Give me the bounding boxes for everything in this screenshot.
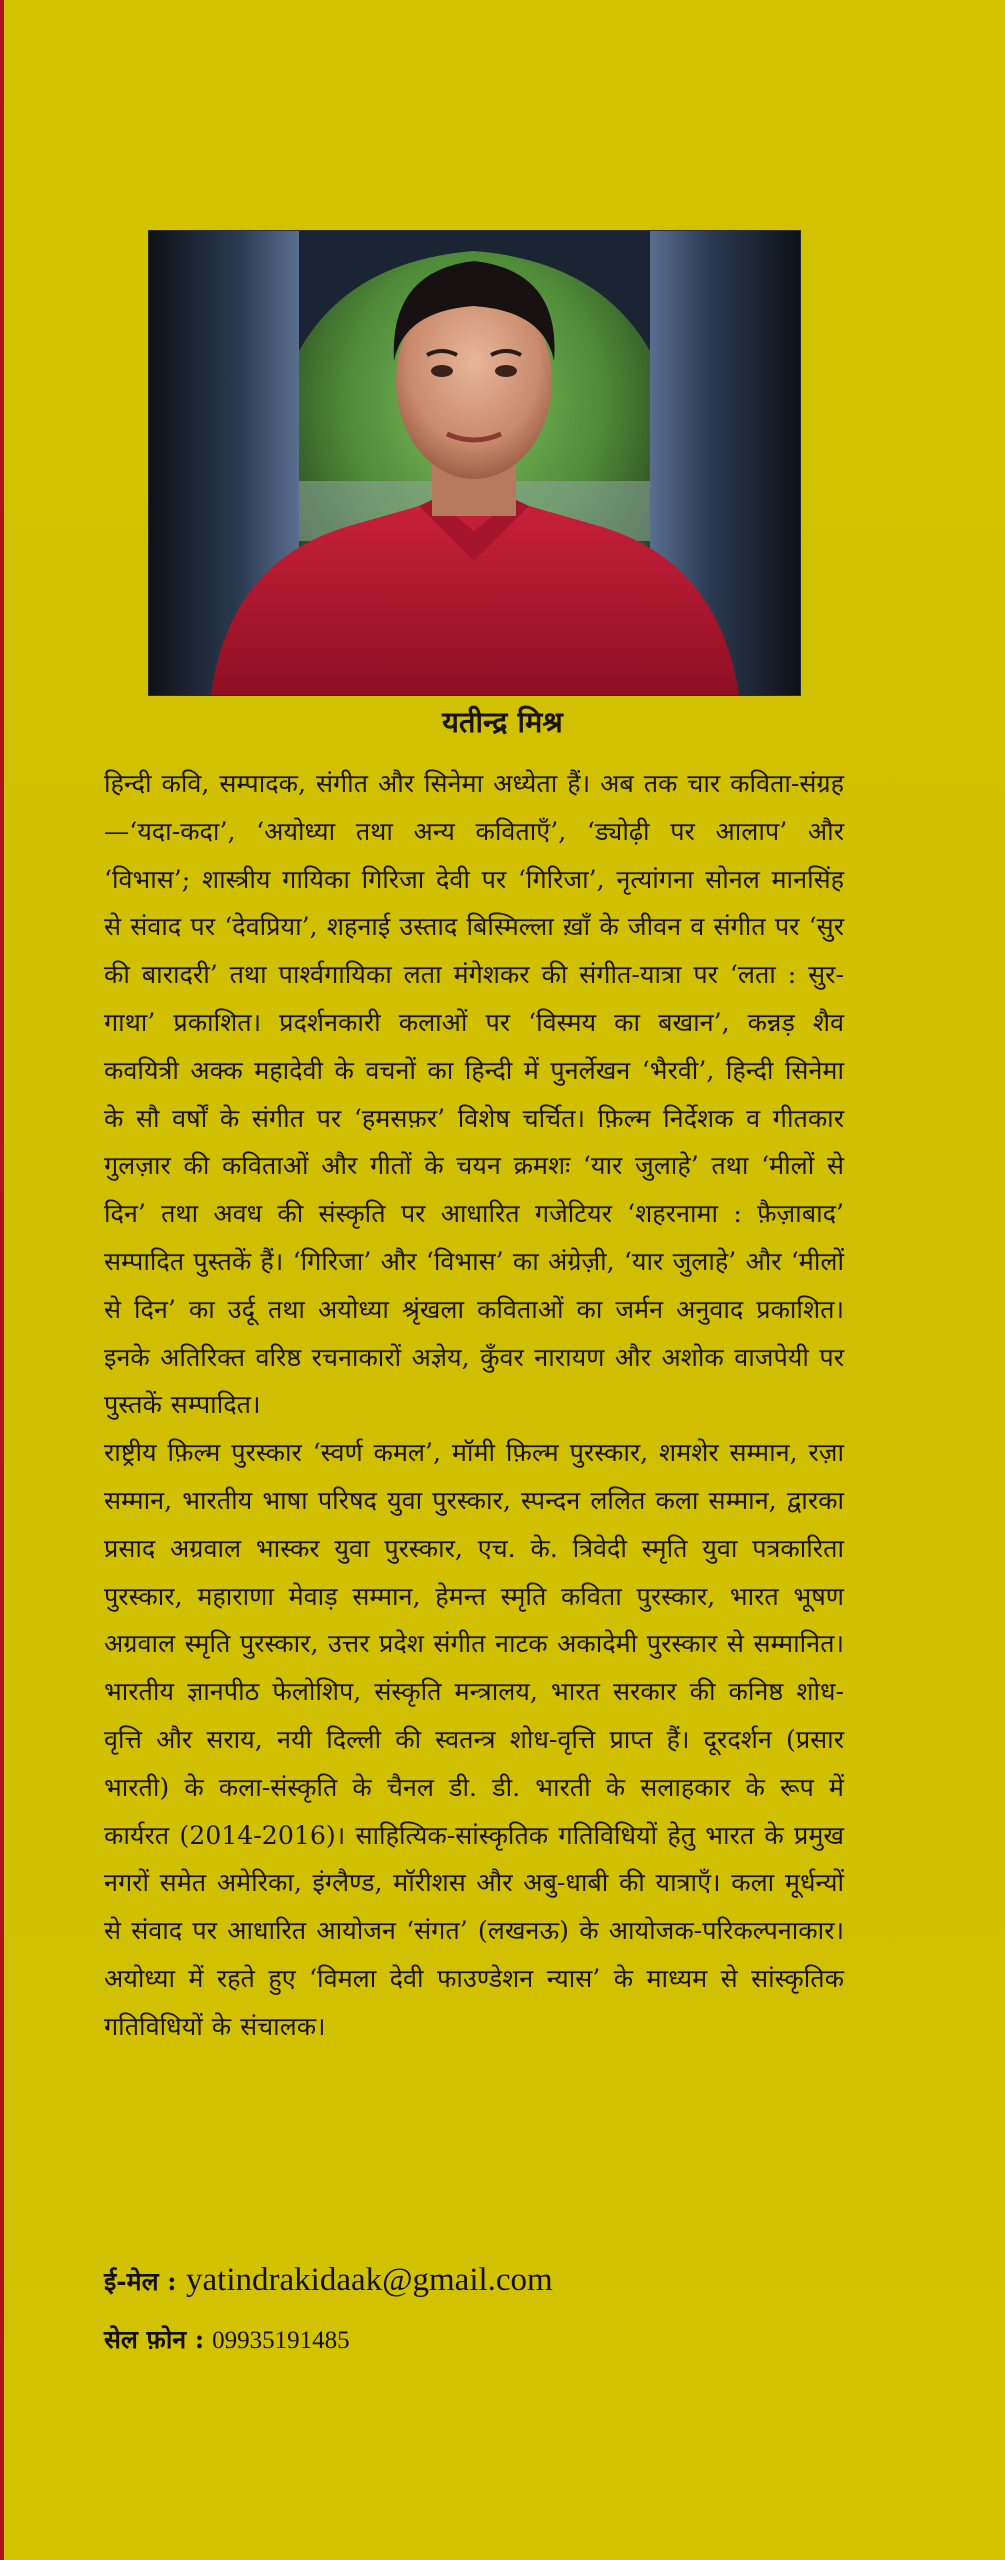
phone-number[interactable]: 09935191485 [212, 2327, 350, 2354]
phone-label: सेल फ़ोन : [104, 2325, 205, 2354]
author-name-caption: यतीन्द्र मिश्र [442, 705, 563, 739]
email-label: ई-मेल : [104, 2267, 177, 2296]
bio-paragraph-awards: राष्ट्रीय फ़िल्म पुरस्कार ‘स्वर्ण कमल’, मॉमी फ़िल्म पुरस्कार, शमशेर सम्मान, रज़ा सम्मान, भारतीय भाषा परिषद युवा पुरस्कार, स्पन्दन ललित कला सम्मान, द्वारका प्रसाद अग्रवाल भास्कर युवा पुरस्कार, एच. के. त्रिवेदी स्मृति युवा पत्रकारिता पुरस्कार, महाराणा मेवाड़ सम्मान, हेमन्त स्मृति कविता पुरस्कार, भारत भूषण अग्रवाल स्मृति पुरस्कार, उत्तर प्रदेश संगीत नाटक अकादेमी पुरस्कार से सम्मानित। भारतीय ज्ञानपीठ फेलोशिप, संस्कृति मन्त्रालय, भारत सरकार की कनिष्ठ शोध-वृत्ति और सराय, नयी दिल्ली की स्वतन्त्र शोध-वृत्ति प्राप्त हैं। दूरदर्शन (प्रसार भारती) के कला-संस्कृति के चैनल डी. डी. भारती के सलाहकार के रूप में कार्यरत (2014-2016)। साहित्यिक-सांस्कृतिक गतिविधियों हेतु भारत के प्रमुख नगरों समेत अमेरिका, इंग्लैण्ड, मॉरीशस और अबु-धाबी की यात्राएँ। कला मूर्धन्यों से संवाद पर आधारित आयोजन ‘संगत’ (लखनऊ) के आयोजक-परिकल्पनाकार। अयोध्या में रहते हुए ‘विमला देवी फाउण्डेशन न्यास’ के माध्यम से सांस्कृतिक गतिविधियों के संचालक। [104, 1438, 844, 2041]
contact-email-line [104, 2262, 553, 2299]
bio-paragraph-works: हिन्दी कवि, सम्पादक, संगीत और सिनेमा अध्येता हैं। अब तक चार कविता-संग्रह—‘यदा-कदा’, ‘अयोध्या तथा अन्य कविताएँ’, ‘ड्योढ़ी पर आलाप’ और ‘विभास’; शास्त्रीय गायिका गिरिजा देवी पर ‘गिरिजा’, नृत्यांगना सोनल मानसिंह से संवाद पर ‘देवप्रिया’, शहनाई उस्ताद बिस्मिल्ला ख़ाँ के जीवन व संगीत पर ‘सुर की बारादरी’ तथा पार्श्वगायिका लता मंगेशकर की संगीत-यात्रा पर ‘लता : सुर-गाथा’ प्रकाशित। प्रदर्शनकारी कलाओं पर ‘विस्मय का बखान’, कन्नड़ शैव कवयित्री अक्क महादेवी के वचनों का हिन्दी में पुनर्लेखन ‘भैरवी’, हिन्दी सिनेमा के सौ वर्षों के संगीत पर ‘हमसफ़र’ विशेष चर्चित। फ़िल्म निर्देशक व गीतकार गुलज़ार की कविताओं और गीतों के चयन क्रमशः ‘यार जुलाहे’ तथा ‘मीलों से दिन’ तथा अवध की संस्कृति पर आधारित गजेटियर ‘शहरनामा : फ़ैज़ाबाद’ सम्पादित पुस्तकें हैं। ‘गिरिजा’ और ‘विभास’ का अंग्रेज़ी, ‘यार जुलाहे’ और ‘मीलों से दिन’ का उर्दू तथा अयोध्या श्रृंखला कविताओं का जर्मन अनुवाद प्रकाशित। इनके अतिरिक्त वरिष्ठ रचनाकारों अज्ञेय, कुँवर नारायण और अशोक वाजपेयी पर पुस्तकें सम्पादित। [104, 769, 844, 1420]
email-address[interactable]: yatindrakidaak@gmail.com [186, 2262, 553, 2298]
contact-phone-line [104, 2322, 350, 2356]
spine-edge [0, 0, 4, 2560]
author-bio [104, 760, 844, 2051]
author-portrait-illustration [149, 231, 800, 695]
author-photo [148, 230, 801, 696]
